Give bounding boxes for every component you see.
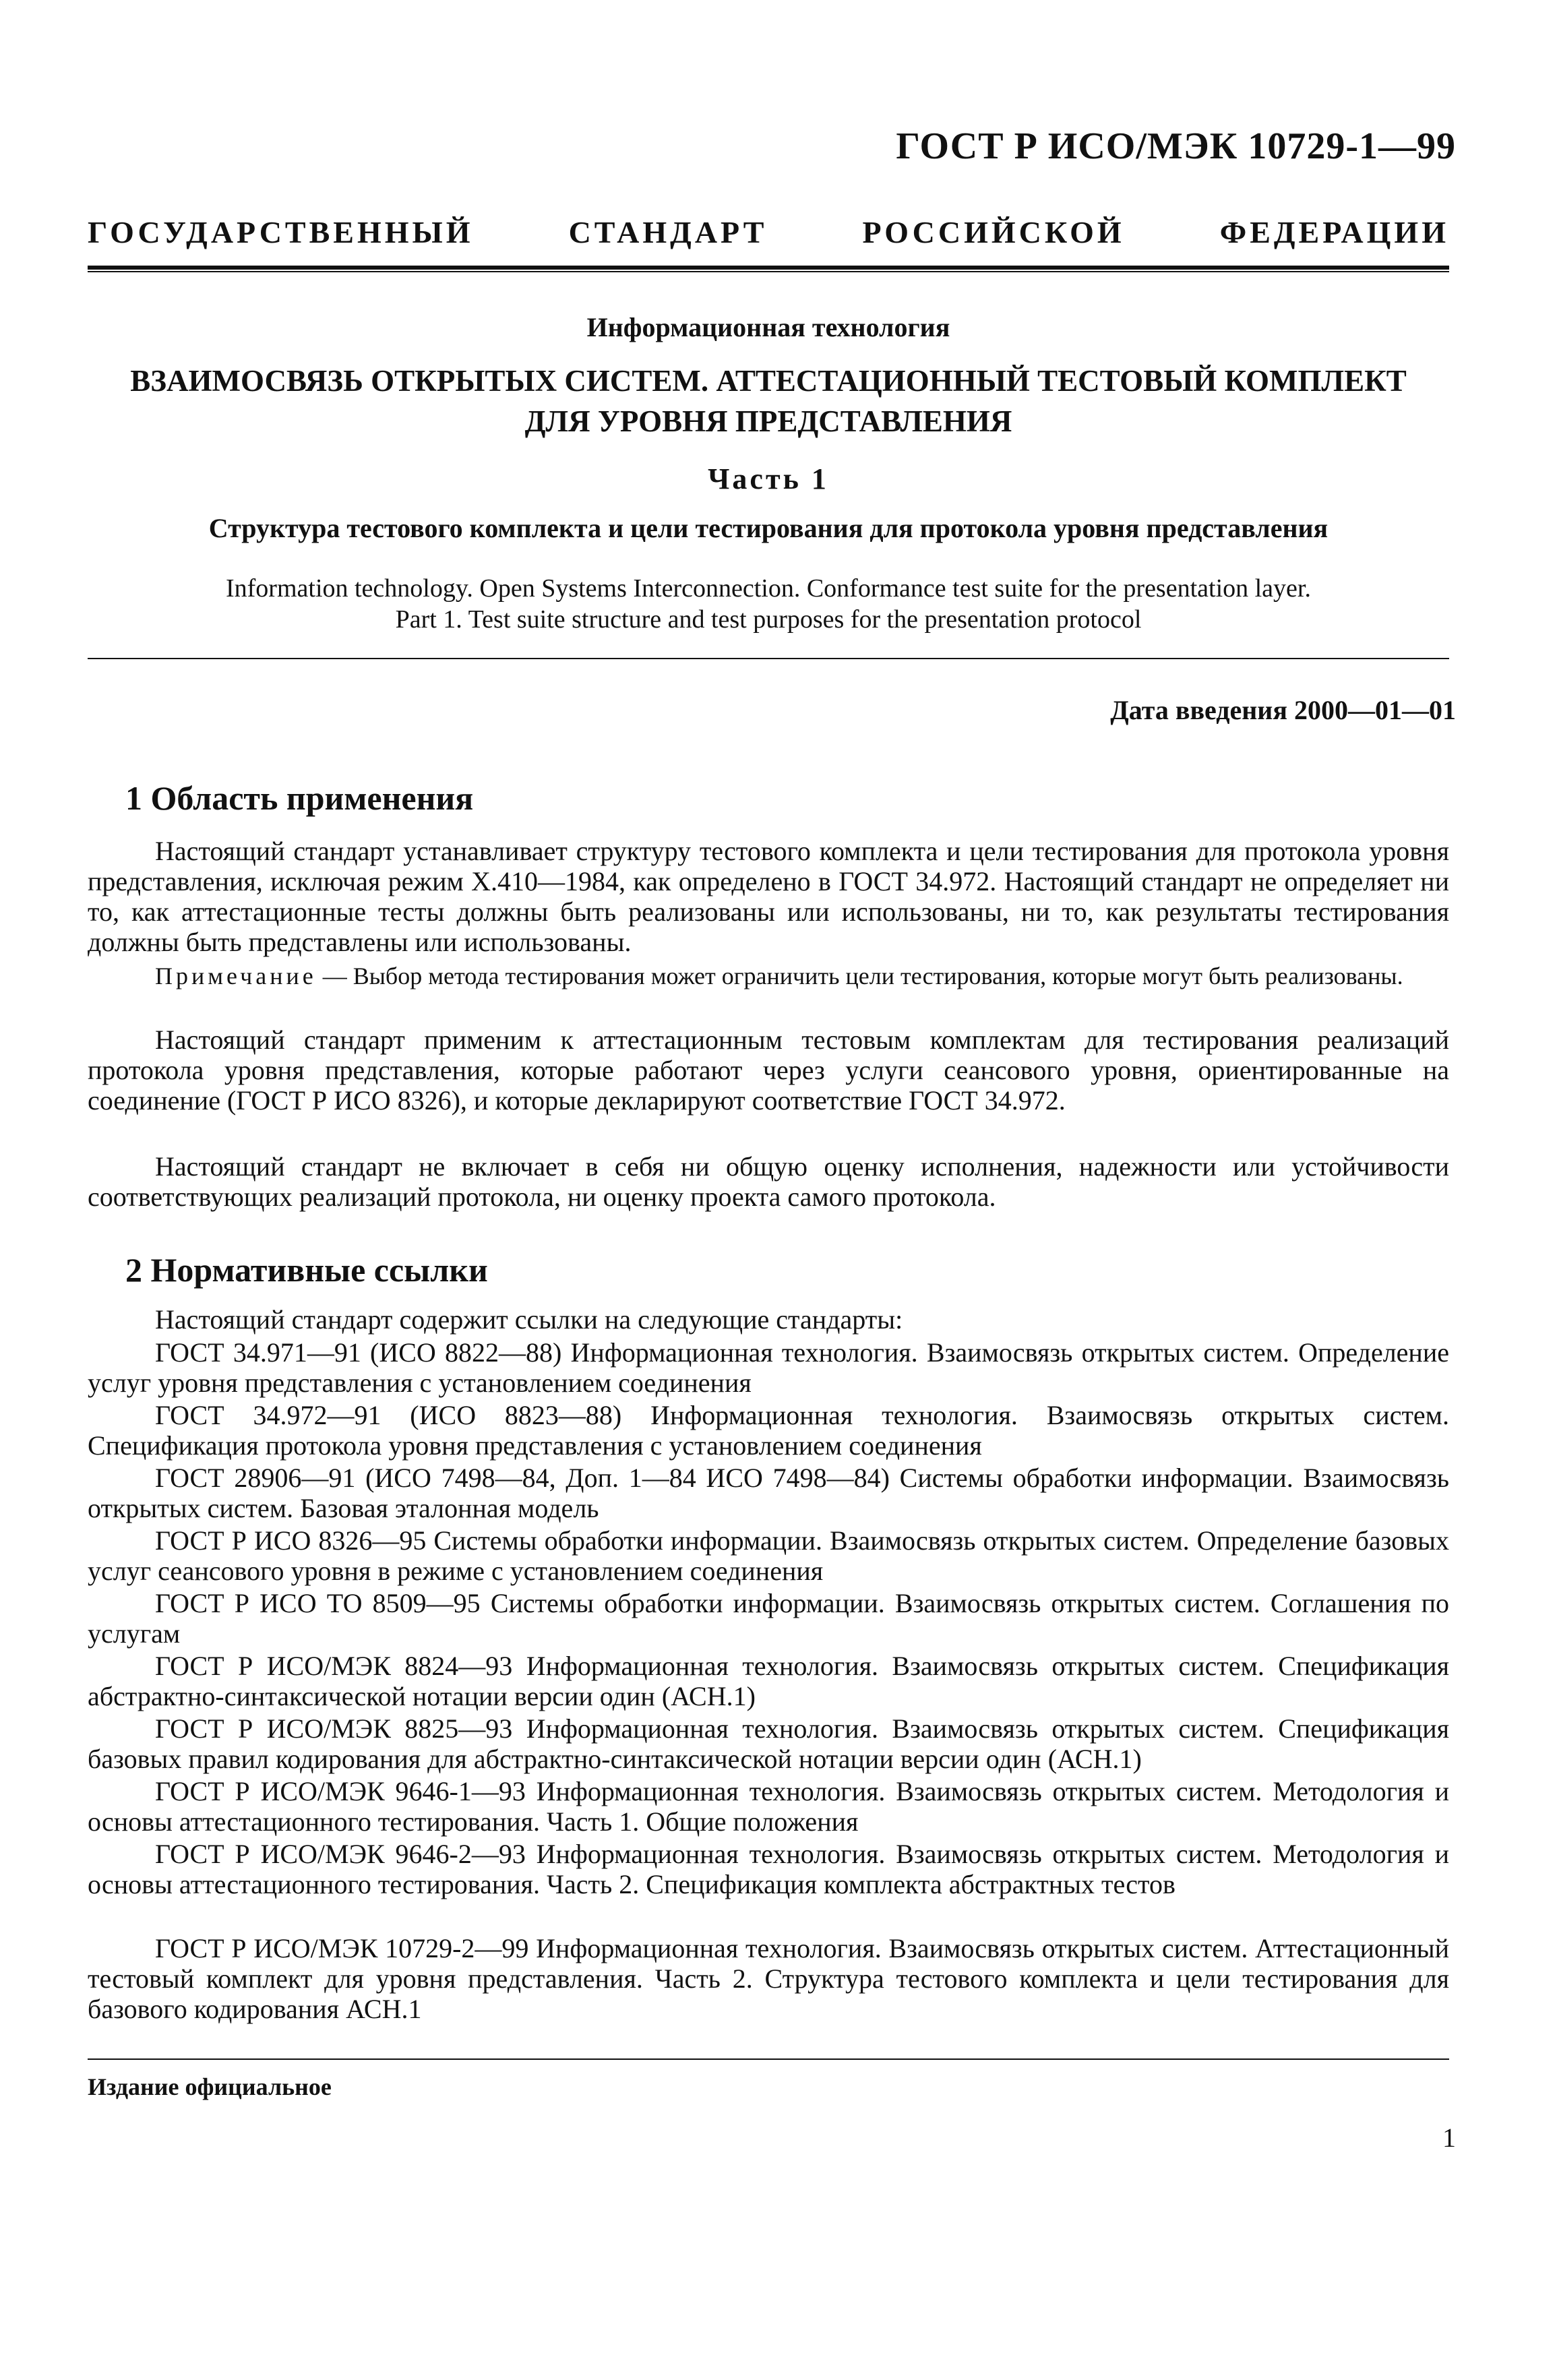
note-label: Примечание [155, 963, 317, 989]
english-title-line-1: Information technology. Open Systems Interconnection. Conformance test suite for the presentation layer. [226, 574, 1311, 603]
section-1-note [88, 963, 1449, 990]
reference-item: ГОСТ 28906—91 (ИСО 7498—84, Доп. 1—84 ИСО 7498—84) Системы обработки информации. Взаимосвязь открытых систем. Базовая эталонная модель [88, 1463, 1449, 1523]
reference-item: ГОСТ Р ИСО 8326—95 Системы обработки информации. Взаимосвязь открытых систем. Определение базовых услуг сеансового уровня в режиме с установлением соединения [88, 1525, 1449, 1586]
reference-item: ГОСТ Р ИСО/МЭК 9646-1—93 Информационная технология. Взаимосвязь открытых систем. Методология и основы аттестационного тестирования. Часть 1. Общие положения [88, 1776, 1449, 1837]
reference-item: ГОСТ 34.971—91 (ИСО 8822—88) Информационная технология. Взаимосвязь открытых систем. Определение услуг уровня представления с установлением соединения [88, 1337, 1449, 1398]
section-1-paragraph-1: Настоящий стандарт устанавливает структуру тестового комплекта и цели тестирования для протокола уровня представления, исключая режим X.410—1984, как определено в ГОСТ 34.972. Настоящий стандарт не определяет ни то, как аттестационные тесты должны быть реализованы или использованы, ни то, как результаты тестирования должны быть представлены или использованы. [88, 836, 1449, 957]
section-1-heading: 1 Область применения [125, 779, 474, 817]
main-title-line-2: ДЛЯ УРОВНЯ ПРЕДСТАВЛЕНИЯ [524, 404, 1012, 438]
main-title [88, 361, 1449, 441]
section-2-heading: 2 Нормативные ссылки [125, 1251, 488, 1289]
reference-item: ГОСТ Р ИСО/МЭК 9646-2—93 Информационная технология. Взаимосвязь открытых систем. Методология и основы аттестационного тестирования. Часть 2. Спецификация комплекта абстрактных тестов [88, 1839, 1449, 1899]
gost-code: ГОСТ Р ИСО/МЭК 10729-1—99 [896, 125, 1456, 167]
page-number: 1 [1442, 2123, 1456, 2153]
reference-item: ГОСТ 34.972—91 (ИСО 8823—88) Информационная технология. Взаимосвязь открытых систем. Спецификация протокола уровня представления с установлением соединения [88, 1400, 1449, 1461]
section-2-intro: Настоящий стандарт содержит ссылки на следующие стандарты: [155, 1304, 903, 1335]
state-standard-heading: ГОСУДАРСТВЕННЫЙ СТАНДАРТ РОССИЙСКОЙ ФЕДЕРАЦИИ [88, 215, 1449, 249]
title-bottom-rule [88, 658, 1449, 659]
introduction-date: Дата введения 2000—01—01 [1110, 695, 1456, 725]
english-title-line-2: Part 1. Test suite structure and test purposes for the presentation protocol [395, 605, 1142, 634]
english-title [88, 573, 1449, 635]
header-rule-thick [88, 266, 1449, 270]
reference-item: ГОСТ Р ИСО/МЭК 10729-2—99 Информационная технология. Взаимосвязь открытых систем. Аттестационный тестовый комплект для уровня представления. Часть 2. Структура тестового комплекта и цели тестирования для базового кодирования АСН.1 [88, 1933, 1449, 2024]
reference-item: ГОСТ Р ИСО ТО 8509—95 Системы обработки информации. Взаимосвязь открытых систем. Соглашения по услугам [88, 1588, 1449, 1649]
section-1-paragraph-3: Настоящий стандарт не включает в себя ни общую оценку исполнения, надежности или устойчивости соответствующих реализаций протокола, ни оценку проекта самого протокола. [88, 1151, 1449, 1212]
section-1-paragraph-2: Настоящий стандарт применим к аттестационным тестовым комплектам для тестирования реализаций протокола уровня представления, которые работают через услуги сеансового уровня, ориентированные на соединение (ГОСТ Р ИСО 8326), и которые декларируют соответствие ГОСТ 34.972. [88, 1025, 1449, 1116]
note-text: — Выбор метода тестирования может ограничить цели тестирования, которые могут быть реализованы. [316, 963, 1403, 989]
header-rule-thin [88, 271, 1449, 272]
part-label: Часть 1 [708, 462, 829, 495]
subject-line: Информационная технология [586, 312, 950, 342]
reference-item: ГОСТ Р ИСО/МЭК 8825—93 Информационная технология. Взаимосвязь открытых систем. Спецификация базовых правил кодирования для абстрактно-синтаксической нотации версии один (АСН.1) [88, 1713, 1449, 1774]
reference-item: ГОСТ Р ИСО/МЭК 8824—93 Информационная технология. Взаимосвязь открытых систем. Спецификация абстрактно-синтаксической нотации версии один (АСН.1) [88, 1651, 1449, 1711]
footer-rule [88, 2058, 1449, 2060]
main-title-line-1: ВЗАИМОСВЯЗЬ ОТКРЫТЫХ СИСТЕМ. АТТЕСТАЦИОННЫЙ ТЕСТОВЫЙ КОМПЛЕКТ [130, 364, 1407, 398]
publication-note: Издание официальное [88, 2073, 332, 2100]
part-title: Структура тестового комплекта и цели тестирования для протокола уровня представления [208, 513, 1329, 543]
